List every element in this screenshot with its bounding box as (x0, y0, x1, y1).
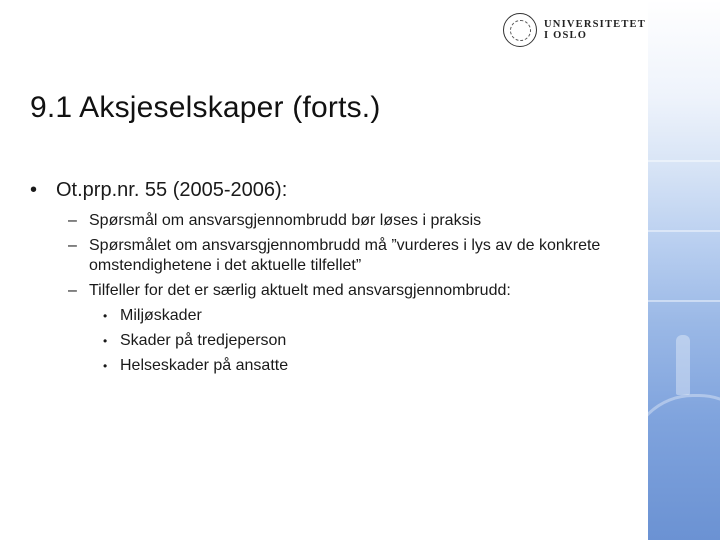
bullet-text: Tilfeller for det er særlig aktuelt med ansvarsgjennombrudd: (89, 282, 511, 299)
bullet-level3 (30, 356, 640, 376)
bullet-text: Spørsmålet om ansvarsgjennombrudd må ”vurderes i lys av de konkrete omstendighetene i det aktuelle tilfellet” (89, 237, 601, 274)
bullet-level3 (30, 306, 640, 326)
logo-line-2: I OSLO (544, 30, 588, 41)
decorative-side-panel (648, 0, 720, 540)
dash-marker: – (68, 212, 77, 229)
bullet-level1 (30, 178, 640, 202)
bullet-level2 (30, 236, 640, 276)
bullet-marker: • (103, 334, 108, 348)
bullet-text: Ot.prp.nr. 55 (2005-2006): (56, 179, 288, 201)
dash-marker: – (68, 237, 77, 254)
slide-body (30, 178, 640, 381)
bullet-level2 (30, 281, 640, 301)
university-logo (503, 13, 646, 47)
slide-title: 9.1 Aksjeselskaper (forts.) (30, 91, 381, 124)
university-seal-icon (503, 13, 537, 47)
logo-line-1: UNIVERSITETET (544, 19, 646, 30)
logo-text (544, 19, 646, 41)
bullet-text: Skader på tredjeperson (120, 332, 287, 349)
bullet-text: Miljøskader (120, 307, 202, 324)
statue-figure-icon (676, 335, 690, 395)
bullet-marker: • (103, 309, 108, 323)
bullet-marker: • (30, 179, 38, 201)
bullet-text: Spørsmål om ansvarsgjennombrudd bør løses i praksis (89, 212, 482, 229)
bullet-level3 (30, 331, 640, 351)
arch-decoration (648, 394, 720, 540)
dash-marker: – (68, 282, 77, 299)
bullet-level2 (30, 211, 640, 231)
bullet-marker: • (103, 359, 108, 373)
bullet-text: Helseskader på ansatte (120, 357, 289, 374)
